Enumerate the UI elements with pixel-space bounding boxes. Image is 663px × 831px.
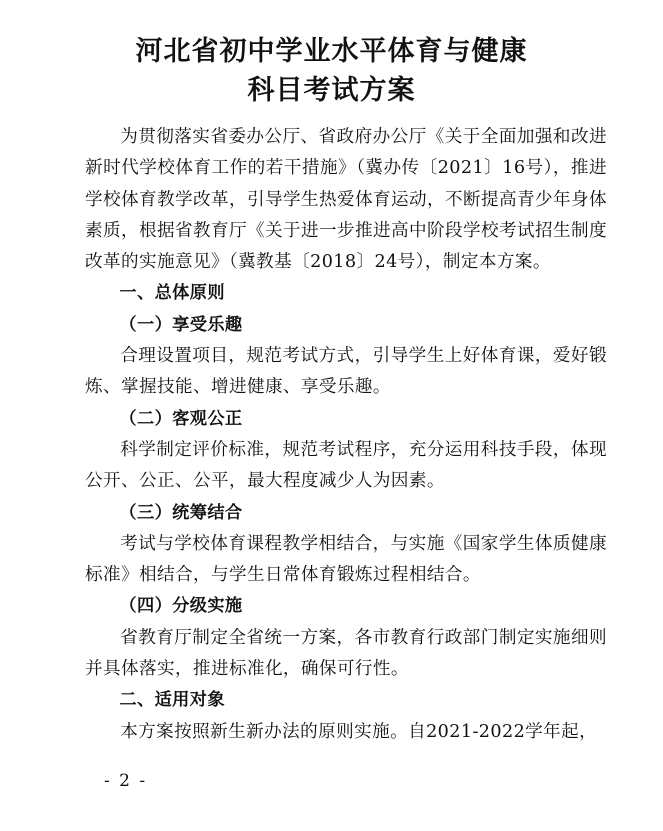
document-body: [85, 122, 607, 748]
section-text-scope: 本方案按照新生新办法的原则实施。自2021-2022学年起，: [120, 721, 598, 742]
subsection-text-fairness: 科学制定评价标准，规范考试程序，充分运用科技手段，体现公开、公正、公平，最大程度减少人为因素。: [85, 439, 607, 492]
subsection-text-tiered: 省教育厅制定全省统一方案，各市教育行政部门制定实施细则并具体落实，推进标准化，确保可行性。: [85, 627, 607, 680]
section-heading-scope: 二、适用对象: [119, 690, 225, 711]
intro-paragraph: 为贯彻落实省委办公厅、省政府办公厅《关于全面加强和改进新时代学校体育工作的若干措施》（冀办传〔2021〕16号），推进学校体育教学改革，引导学生热爱体育运动，不断提高青少年身体素质，根据省教育厅《关于进一步推进高中阶段学校考试招生制度改革的实施意见》（冀教基〔2018〕24号），制定本方案。: [85, 127, 607, 273]
document-title-line-2: 科目考试方案: [247, 75, 416, 106]
subsection-heading-tiered: （四）分级实施: [119, 596, 243, 617]
subsection-heading-fairness: （二）客观公正: [119, 408, 243, 429]
document-title-line-1: 河北省初中学业水平体育与健康: [135, 36, 528, 67]
subsection-text-enjoyment: 合理设置项目，规范考试方式，引导学生上好体育课，爱好锻炼、掌握技能、增进健康、享受乐趣。: [85, 346, 607, 398]
subsection-heading-enjoyment: （一）享受乐趣: [119, 314, 243, 335]
subsection-heading-integration: （三）统筹结合: [119, 502, 243, 523]
page-number: - 2 -: [104, 771, 148, 791]
section-heading-principles: 一、总体原则: [119, 283, 225, 304]
subsection-text-integration: 考试与学校体育课程教学相结合，与实施《国家学生体质健康标准》相结合，与学生日常体育锻炼过程相结合。: [85, 533, 607, 586]
